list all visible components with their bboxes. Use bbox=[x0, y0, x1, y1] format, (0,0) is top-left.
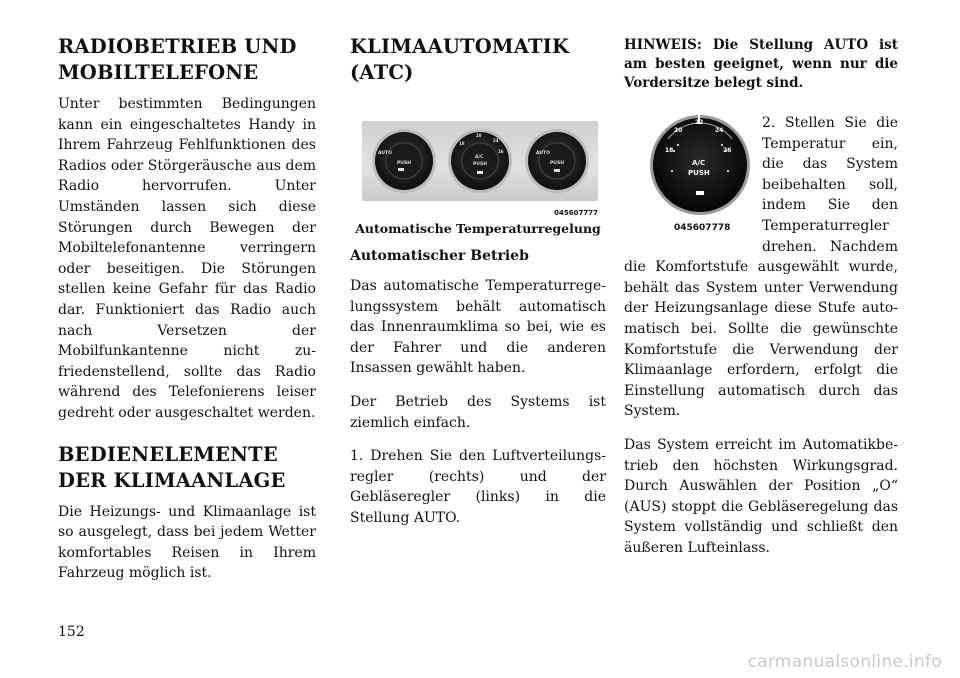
temperature-dial-figure bbox=[624, 109, 762, 237]
figure-code-1: 045607777 bbox=[554, 209, 598, 217]
dial-push-label: PUSH bbox=[688, 169, 710, 177]
center-dial-side-label-3: 26 bbox=[498, 149, 504, 154]
left-dial-auto-label: AUTO bbox=[378, 151, 392, 156]
paragraph-step-2: 2. Stellen Sie die Temperatur ein, die das System beibehalten soll, indem Sie den Temperaturregler drehen. Nachdem die Komfortstufe ausgewählt wurde, behält das System unter Verwendung der Heizungsanlage diese Stufe automatisch bei. Sollte die gewünschte Komfortstufe die Verwendung der Klimaanlage erfordern, erfolgt die Einstellung automatisch durch das System. bbox=[624, 115, 898, 420]
paragraph-radio-mobile: Unter bestimmten Bedingungen kann ein eingeschaltetes Handy in Ihrem Fahrzeug Fehlfunktionen des Radios oder Störgeräusche aus dem Radio hervorrufen. Unter Umständen lassen sich diese Störungen durch Bewegen der Mobiltelefonantenne verringern oder beseitigen. Die Störungen stellen keine Gefahr für das Radio dar. Funktioniert das Radio auch nach Versetzen der Mobilfunkantenne nicht zufriedenstellend, sollte das Radio während des Telefonierens leiser gedreht oder ausgeschaltet werden. bbox=[58, 96, 316, 421]
dial-tick-20: 20 bbox=[674, 127, 683, 134]
heading-climate-controls: BEDIENELEMENTE DER KLIMAANLAGE bbox=[58, 442, 286, 492]
center-dial-side-label-2: 24 bbox=[493, 138, 499, 143]
middle-column bbox=[350, 34, 606, 542]
center-dial-push-label: PUSH bbox=[473, 162, 487, 167]
right-column bbox=[624, 36, 898, 558]
left-dial-push-label: PUSH bbox=[397, 161, 411, 166]
left-column bbox=[58, 34, 316, 597]
dial-tick-18: 18 bbox=[665, 147, 674, 154]
center-dial-top-label: 20 bbox=[476, 133, 482, 138]
paragraph-simple-operation: Der Betrieb des Systems ist ziemlich einfach. bbox=[350, 393, 606, 431]
atc-control-panel-figure bbox=[362, 121, 598, 221]
paragraph-auto-operation: Das automatische Temperaturregelungssystem behält automatisch das Innenraumklima so bei, wie es der Fahrer und die anderen Insassen gewählt haben. bbox=[350, 278, 606, 377]
center-dial-side-label-1: 18 bbox=[459, 141, 465, 146]
center-dial-ac-label: A/C bbox=[475, 155, 484, 160]
figure-caption-atc: Automatische Temperaturregelung bbox=[355, 221, 601, 236]
watermark-text: carmanualsonline.info bbox=[747, 652, 942, 672]
right-dial-push-label: PUSH bbox=[550, 161, 564, 166]
paragraph-auto-efficiency: Das System erreicht im Automatikbetrieb den höchsten Wirkungsgrad. Durch Auswählen der Position „O“ (AUS) stoppt die Gebläseregelung das System vollständig und schließt den äußeren Lufteinlass. bbox=[624, 436, 898, 556]
paragraph-climate-intro: Die Heizungs- und Klimaanlage ist so ausgelegt, dass bei jedem Wetter komfortables Reisen in Ihrem Fahrzeug möglich ist. bbox=[58, 503, 316, 582]
note-auto-position: HINWEIS: Die Stellung AUTO ist am besten geeignet, wenn nur die Vordersitze belegt sind. bbox=[624, 37, 898, 91]
temperature-dial bbox=[448, 129, 512, 193]
dial-ac-label: A/C bbox=[692, 159, 706, 167]
dial-tick-22: 22 bbox=[695, 119, 704, 126]
dial-tick-24: 24 bbox=[715, 127, 724, 134]
heading-atc: KLIMAAUTOMATIK (ATC) bbox=[350, 35, 570, 84]
right-dial-auto-label: AUTO bbox=[536, 151, 550, 156]
heading-radio-mobile: RADIOBETRIEB UND MOBILTELEFONE bbox=[58, 35, 297, 84]
paragraph-step-1: 1. Drehen Sie den Luftverteilungsregler (rechts) und der Gebläseregler (links) in die Stellung AUTO. bbox=[350, 448, 606, 526]
page-number: 152 bbox=[58, 624, 85, 640]
dial-tick-26: 26 bbox=[723, 147, 732, 154]
subheading-auto-operation: Automatischer Betrieb bbox=[350, 248, 529, 264]
figure-code-2: 045607778 bbox=[674, 223, 731, 233]
